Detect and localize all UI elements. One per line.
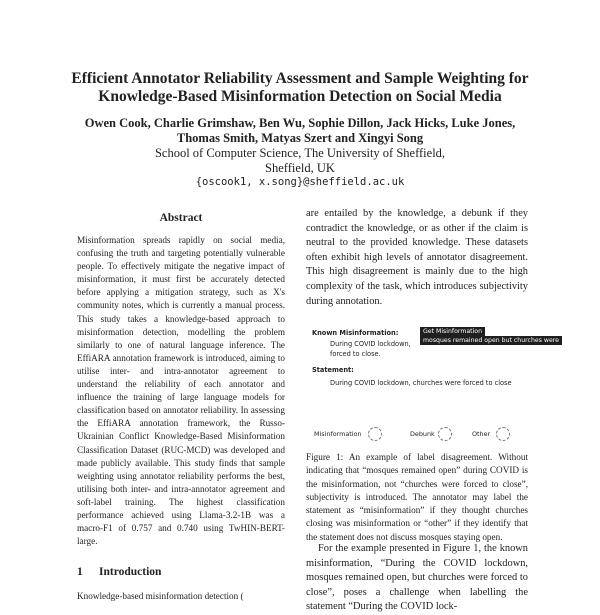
radio-other bbox=[496, 427, 510, 441]
author-line: Owen Cook, Charlie Grimshaw, Ben Wu, Sophie Dillon, Jack Hicks, Luke Jones, bbox=[84, 116, 516, 130]
affiliation-line: Sheffield, UK bbox=[265, 161, 335, 175]
radio-debunk bbox=[438, 427, 452, 441]
figure-highlight-box: Get Misinformation bbox=[420, 327, 485, 336]
abstract-heading: Abstract bbox=[159, 212, 203, 224]
section-title: Introduction bbox=[99, 566, 162, 578]
author-line: Thomas Smith, Matyas Szert and Xingyi Song bbox=[176, 131, 424, 145]
option-misinformation-label: Misinformation bbox=[314, 430, 362, 438]
section-heading-introduction bbox=[77, 566, 285, 578]
option-other-label: Other bbox=[472, 430, 491, 438]
figure-known-label: Known Misinformation: bbox=[312, 329, 399, 337]
section-number: 1 bbox=[77, 566, 83, 578]
figure-statement-label: Statement: bbox=[312, 366, 354, 374]
option-debunk-label: Debunk bbox=[410, 430, 435, 438]
introduction-text: Knowledge-based misinformation detection ( bbox=[77, 591, 244, 601]
figure-known-text: forced to close. bbox=[330, 350, 381, 358]
abstract-text: Misinformation spreads rapidly on social media, confusing the truth and targeting potentially vulnerable people. To effectively mitigate the negative impact of misinformation, it must first be accurately detected before applying a mitigation strategy, such as X's community notes, which is currently a manual process. This study takes a knowledge-based approach to misinformation detection, modelling the problem similarly to one of natural language inference. The EffiARA annotation framework is introduced, aiming to utilise inter- and intra-annotator agreement to understand the reliability of each annotator and influence the training of large language models for classification based on annotator reliability. In assessing the EffiARA annotation framework, the Russo-Ukrainian Conflict Knowledge-Based Misinformation Classification Dataset (RUC-MCD) was developed and made publicly available. This study finds that sample weighting using annotator reliability performs the best, utilising both inter- and intra-annotator agreement and soft-label training. The highest classification performance achieved using Llama-3.2-1B was a macro-F1 of 0.757 and 0.740 using TwHIN-BERT-large. bbox=[77, 235, 285, 547]
figure-known-text: During COVID lockdown, bbox=[330, 340, 411, 348]
paragraph-example: For the example presented in Figure 1, the known misinformation, “During the COVID lockdown, mosques remained open, but churches were forced to close”, poses a challenge when labelling the statement “During the COVID lock- bbox=[306, 543, 528, 613]
affiliation-line: School of Computer Science, The University of Sheffield, bbox=[154, 146, 446, 160]
paper-title: Efficient Annotator Reliability Assessment and Sample Weighting for Knowledge-Based Misinformation Detection on Social Media bbox=[71, 70, 529, 105]
radio-misinformation bbox=[368, 427, 382, 441]
author-email: {oscook1, x.song}@sheffield.ac.uk bbox=[195, 176, 405, 188]
figure-1 bbox=[312, 323, 559, 443]
affiliation bbox=[40, 146, 560, 176]
author-list bbox=[40, 116, 560, 146]
figure-statement-text: During COVID lockdown, churches were forced to close bbox=[330, 379, 512, 387]
figure-highlight-box: mosques remained open but churches were bbox=[420, 336, 562, 345]
figure-caption: Figure 1: An example of label disagreement. Without indicating that “mosques remained open” during COVID is the misinformation, not “churches were forced to close”, subjectivity is introduced. The annotator may label the statement as “misinformation” if they thought churches closing was misinformation or “other” if they identify that the statement does not discuss mosques staying open. bbox=[306, 452, 528, 542]
paragraph-continuation: are entailed by the knowledge, a debunk if they contradict the knowledge, or as other if the claim is neutral to the provided knowledge. These datasets often exhibit high levels of annotator disagreement. This high disagreement is mainly due to the high complexity of the task, which introduces subjectivity during annotation. bbox=[306, 208, 528, 307]
